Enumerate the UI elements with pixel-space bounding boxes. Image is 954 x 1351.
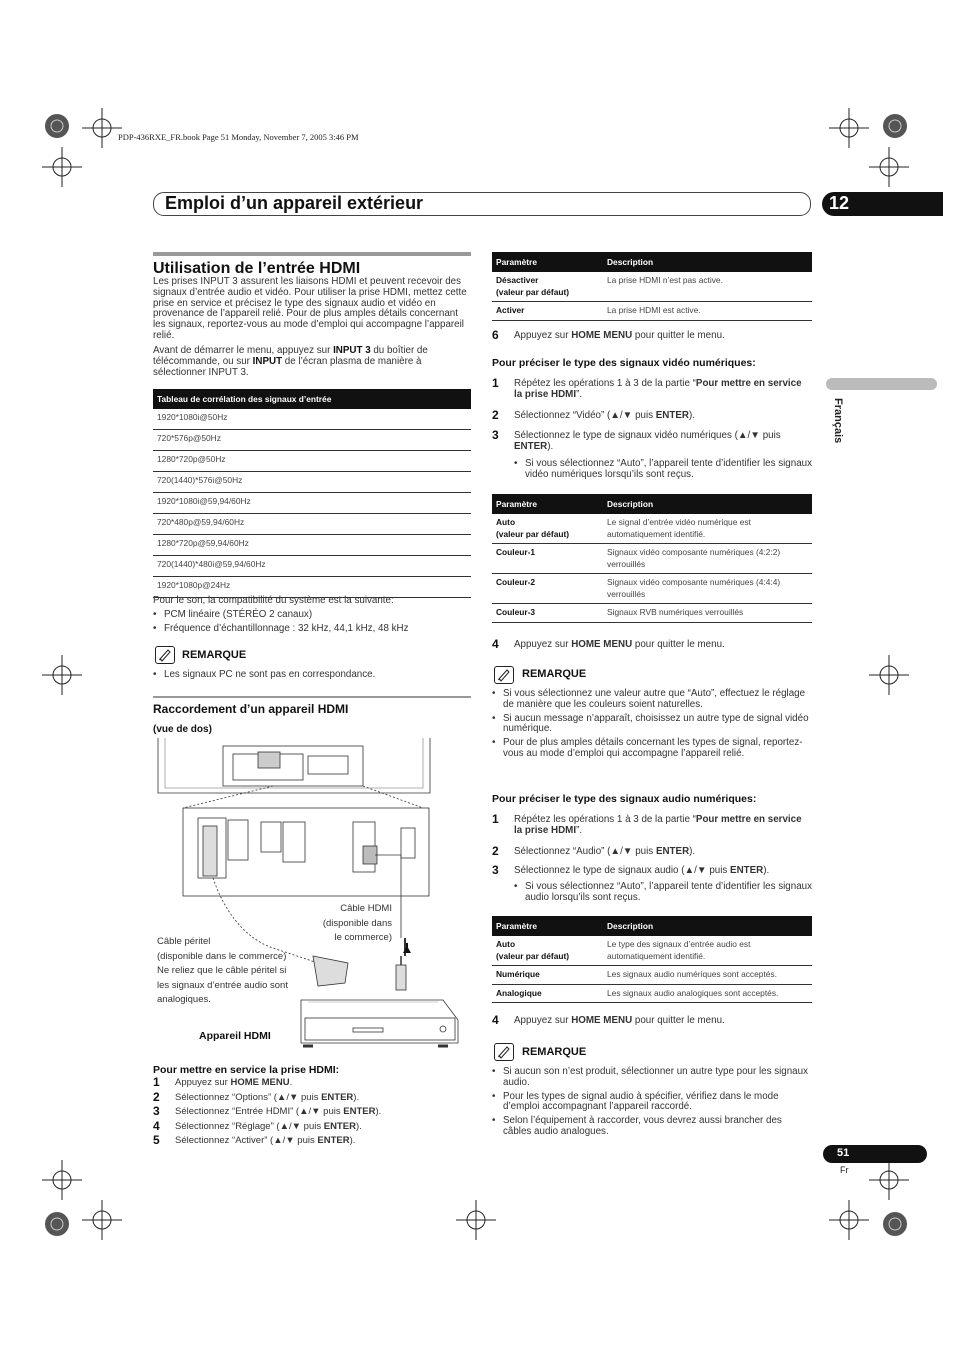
list-item: • Selon l’équipement à raccorder, vous devrez aussi brancher des câbles audio analogues. [492, 1116, 812, 1138]
table-row [153, 430, 471, 451]
enable-step: 4 Sélectionnez “Réglage” (▲/▼ puis ENTER). [153, 1118, 362, 1133]
enable-step: 3 Sélectionnez “Entrée HDMI” (▲/▼ puis ENTER). [153, 1104, 382, 1118]
table-cell: 1920*1080i@59,94/60Hz [153, 493, 471, 514]
connection-diagram [153, 738, 473, 1058]
hdmi-cable-label: Câble HDMI (disponible dans le commerce) [322, 903, 392, 943]
audio-step-4: 4 Appuyez sur HOME MENU pour quitter le menu. [492, 1013, 725, 1027]
desc-header: Description [603, 494, 812, 514]
table-row [153, 409, 471, 430]
note-title: REMARQUE [522, 1046, 587, 1058]
table-cell: 720*480p@59,94/60Hz [153, 514, 471, 535]
note-icon [494, 1043, 514, 1061]
table-row [153, 493, 471, 514]
page-lang: Fr [840, 1165, 849, 1175]
audio-table [492, 916, 812, 1003]
video-bullets [514, 459, 812, 481]
step-6: 6 Appuyez sur HOME MENU pour quitter le menu. [492, 328, 725, 342]
subsection-rule [153, 696, 471, 698]
chapter-number: 12 [829, 193, 850, 213]
param-cell: Numérique [492, 966, 603, 985]
table-row [153, 472, 471, 493]
table-cell: 720*576p@50Hz [153, 430, 471, 451]
note-list [153, 670, 471, 681]
enable-step: 1 Appuyez sur HOME MENU. [153, 1075, 293, 1089]
table-cell: 1920*1080p@24Hz [153, 577, 471, 598]
sound-list [153, 610, 471, 635]
section-rule [153, 252, 471, 256]
video-step-2: 2 Sélectionnez “Vidéo” (▲/▼ puis ENTER). [492, 408, 695, 422]
scart-cable-label: Câble péritel (disponible dans le commerce) Ne reliez que le câble péritel si les signaux d’entrée audio sont analogiques. [157, 936, 288, 1005]
audio-notes [492, 1067, 812, 1138]
table-row [492, 514, 812, 544]
language-label-box [830, 398, 848, 458]
video-title: Pour préciser le type des signaux vidéo numériques: [492, 357, 756, 369]
desc-cell: La prise HDMI n’est pas active. [603, 272, 812, 302]
table-cell: 1280*720p@50Hz [153, 451, 471, 472]
list-item: • Si vous sélectionnez une valeur autre que “Auto”, effectuez le réglage de manière que les couleurs soient naturelles. [492, 689, 812, 711]
table-row [492, 966, 812, 985]
list-item: • Si aucun message n’apparaît, choisissez un autre type de signal vidéo numérique. [492, 714, 812, 736]
audio-step-3: 3 Sélectionnez le type de signaux audio (▲/▼ puis ENTER). [492, 863, 770, 877]
correlation-table [153, 389, 471, 598]
note-title: REMARQUE [522, 668, 587, 680]
note-icon [494, 666, 514, 684]
table-row [153, 514, 471, 535]
intro-paragraph: Les prises INPUT 3 assurent les liaisons HDMI et peuvent recevoir des signaux d’entrée audio et vidéo. Pour utiliser la prise HDMI, mettez cette prise en service et précisez le type des signaux audio et vidéo en provenance de l’appareil relié. Pour de plus amples détails concernant les signaux, reportez-vous au mode d’emploi qui accompagne l’appareil relié. [153, 276, 467, 341]
list-item: • Si vous sélectionnez “Auto”, l’appareil tente d’identifier les signaux vidéo numériques lorsqu’ils sont reçus. [514, 459, 812, 481]
section-title: Utilisation de l’entrée HDMI [153, 260, 361, 277]
enable-step: 2 Sélectionnez “Options” (▲/▼ puis ENTER). [153, 1089, 360, 1104]
video-notes [492, 689, 812, 760]
desc-cell: Les signaux audio numériques sont acceptés. [603, 966, 812, 985]
table-row [492, 604, 812, 623]
table-row [153, 556, 471, 577]
file-info: PDP-436RXE_FR.book Page 51 Monday, November 7, 2005 3:46 PM [118, 132, 359, 142]
param-cell: Désactiver (valeur par défaut) [492, 272, 603, 302]
table-row [492, 272, 812, 302]
note-icon [155, 646, 175, 664]
table-row [492, 302, 812, 321]
video-step-3: 3 Sélectionnez le type de signaux vidéo numériques (▲/▼ puis ENTER). [492, 428, 781, 452]
page-number: 51 [837, 1147, 850, 1159]
note-title: REMARQUE [182, 649, 247, 661]
desc-cell: Les signaux audio analogiques sont acceptés. [603, 984, 812, 1003]
table-row [153, 535, 471, 556]
chapter-title: Emploi d’un appareil extérieur [165, 193, 424, 213]
audio-step-1: 1 Répétez les opérations 1 à 3 de la partie “Pour mettre en service la prise HDMI”. [492, 812, 802, 836]
desc-header: Description [603, 252, 812, 272]
menu-paragraph: Avant de démarrer le menu, appuyez sur INPUT 3 du boîtier de télécommande, ou sur INPUT de l’écran plasma de manière à sélectionner INPUT 3. [153, 345, 428, 378]
video-step-1: 1 Répétez les opérations 1 à 3 de la partie “Pour mettre en service la prise HDMI”. [492, 376, 802, 400]
rear-view-label: (vue de dos) [153, 724, 212, 735]
enable-step: 5 Sélectionnez “Activer” (▲/▼ puis ENTER). [153, 1133, 356, 1147]
desc-cell: Le type des signaux d’entrée audio est automatiquement identifié. [603, 936, 812, 966]
list-item: • Si vous sélectionnez “Auto”, l’appareil tente d’identifier les signaux audio lorsqu’ils sont reçus. [514, 882, 812, 904]
list-item: • Si aucun son n’est produit, sélectionner un autre type pour les signaux audio. [492, 1067, 812, 1089]
table-row [153, 451, 471, 472]
list-item: • Pour de plus amples détails concernant les types de signal, reportez-vous au mode d’emploi qui accompagne l’appareil relié. [492, 738, 812, 760]
audio-step-2: 2 Sélectionnez “Audio” (▲/▼ puis ENTER). [492, 844, 696, 858]
language-tab [826, 378, 937, 390]
param-cell: Analogique [492, 984, 603, 1003]
activation-table [492, 252, 812, 321]
audio-bullets [514, 882, 812, 904]
enable-steps [153, 1077, 473, 1150]
enable-title: Pour mettre en service la prise HDMI: [153, 1064, 340, 1076]
desc-cell: Le signal d’entrée vidéo numérique est automatiquement identifié. [603, 514, 812, 544]
desc-cell: Signaux vidéo composante numériques (4:2:2) verrouillés [603, 544, 812, 574]
connection-title: Raccordement d’un appareil HDMI [153, 702, 349, 716]
correlation-table-header: Tableau de corrélation des signaux d’entrée [153, 389, 471, 409]
param-header: Paramètre [492, 252, 603, 272]
chapter-number-tab [822, 192, 943, 216]
table-row [492, 936, 812, 966]
param-header: Paramètre [492, 494, 603, 514]
desc-cell: Signaux RVB numériques verrouillés [603, 604, 812, 623]
param-header: Paramètre [492, 916, 603, 936]
list-item: • Pour les types de signal audio à spécifier, vérifiez dans le mode d’emploi accompagnant l’appareil raccordé. [492, 1092, 812, 1114]
video-table [492, 494, 812, 623]
language-label: Français [832, 398, 844, 444]
param-cell: Couleur-3 [492, 604, 603, 623]
table-cell: 1280*720p@59,94/60Hz [153, 535, 471, 556]
desc-cell: La prise HDMI est active. [603, 302, 812, 321]
param-cell: Couleur-2 [492, 574, 603, 604]
table-cell: 720(1440)*576i@50Hz [153, 472, 471, 493]
table-row [492, 544, 812, 574]
table-cell: 720(1440)*480i@59,94/60Hz [153, 556, 471, 577]
table-row [492, 984, 812, 1003]
desc-cell: Signaux vidéo composante numériques (4:4:4) verrouillés [603, 574, 812, 604]
list-item: • Les signaux PC ne sont pas en correspondance. [153, 670, 471, 681]
table-row [492, 574, 812, 604]
param-cell: Couleur-1 [492, 544, 603, 574]
list-item: • Fréquence d’échantillonnage : 32 kHz, 44,1 kHz, 48 kHz [153, 624, 471, 635]
video-step-4: 4 Appuyez sur HOME MENU pour quitter le menu. [492, 637, 725, 651]
list-item: • PCM linéaire (STÉRÉO 2 canaux) [153, 610, 471, 621]
table-cell: 1920*1080i@50Hz [153, 409, 471, 430]
param-cell: Auto (valeur par défaut) [492, 514, 603, 544]
param-cell: Activer [492, 302, 603, 321]
sound-intro: Pour le son, la compatibilité du système est la suivante: [153, 595, 394, 606]
audio-title: Pour préciser le type des signaux audio numériques: [492, 793, 757, 805]
param-cell: Auto (valeur par défaut) [492, 936, 603, 966]
desc-header: Description [603, 916, 812, 936]
device-label: Appareil HDMI [199, 1030, 271, 1042]
page-number-tab [823, 1145, 927, 1163]
